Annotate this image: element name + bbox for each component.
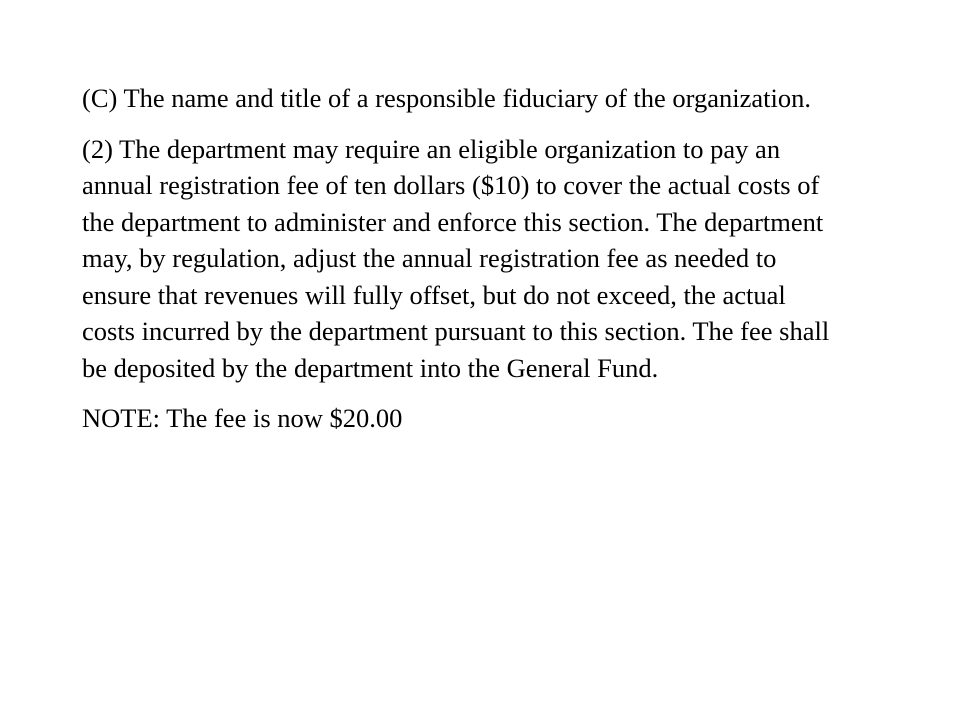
paragraph-registration-fee: (2) The department may require an eligible organization to pay an annual registration fee of ten dollars ($10) to cover the actual costs of the department to administer and enforce this section. The department may, by regulation, adjust the annual registration fee as needed to ensure that revenues will fully offset, but do not exceed, the actual costs incurred by the department pursuant to this section. The fee shall be deposited by the department into the General Fund.	[82, 133, 830, 383]
paragraph-fiduciary: (C) The name and title of a responsible fiduciary of the organization.	[82, 83, 812, 113]
paragraph-fee-note: NOTE: The fee is now $20.00	[82, 403, 403, 433]
document-body	[82, 80, 842, 437]
